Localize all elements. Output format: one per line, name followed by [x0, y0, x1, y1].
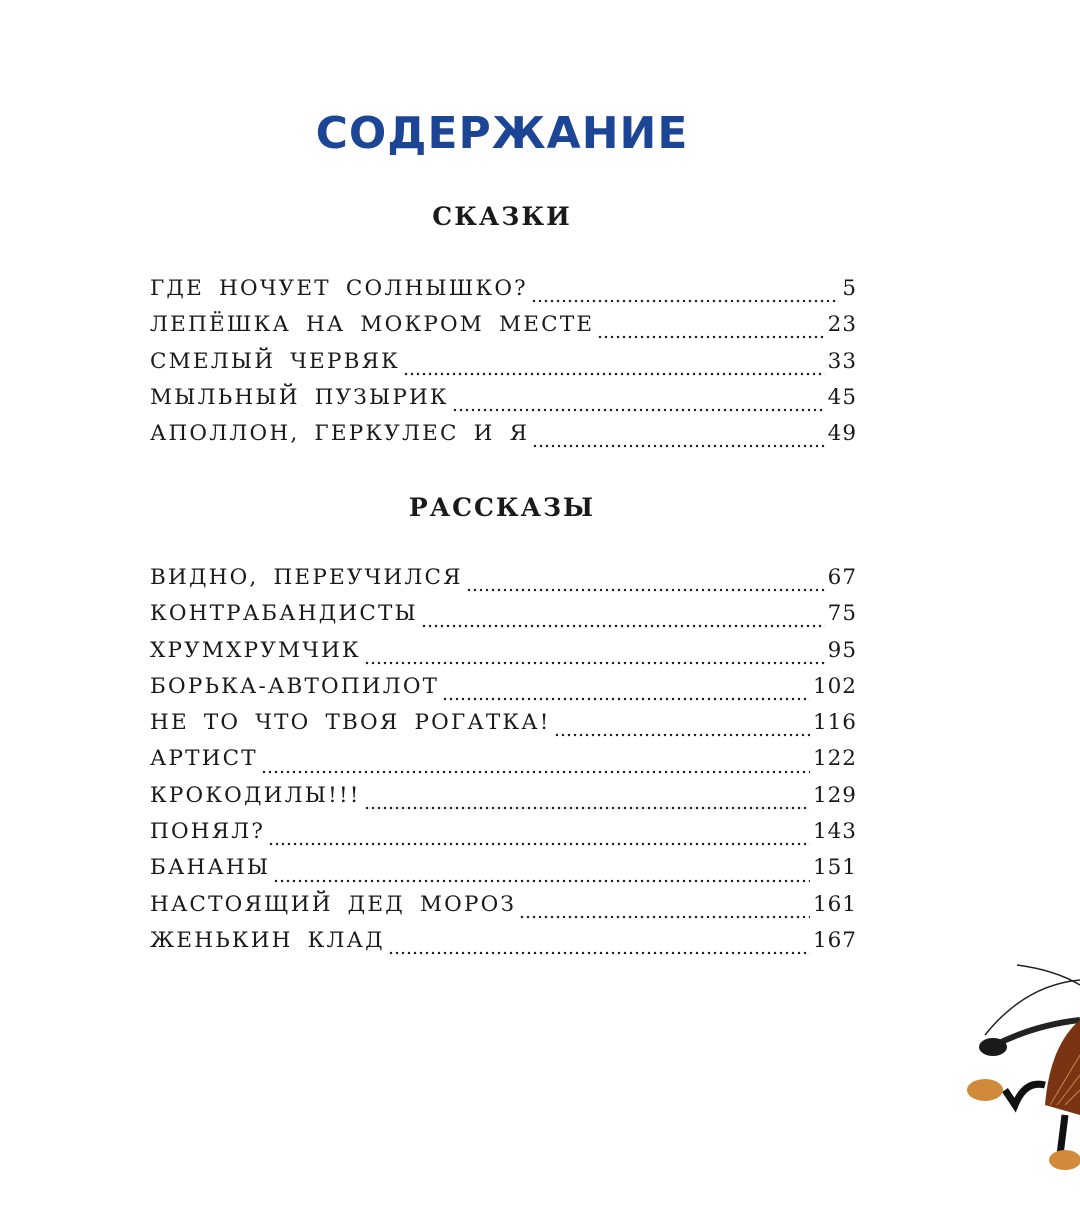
toc-entry-page: 143	[812, 819, 857, 845]
toc-entry-page: 95	[827, 637, 857, 663]
toc-entry	[150, 746, 857, 782]
toc-entry-page: 45	[827, 384, 857, 410]
toc-entry	[150, 674, 857, 710]
dot-leader	[261, 770, 810, 774]
toc-entry-page: 129	[812, 782, 857, 808]
toc-entry	[150, 276, 857, 312]
toc-entry-title: ЖЕНЬКИН КЛАД	[150, 927, 385, 953]
toc-entry-page: 116	[812, 710, 857, 736]
toc-entry-page: 23	[827, 312, 857, 338]
dot-leader	[554, 733, 810, 737]
dot-leader	[364, 806, 810, 810]
toc-entry	[150, 601, 857, 637]
dot-leader	[452, 408, 825, 412]
section-heading-rasskazy: РАССКАЗЫ	[408, 493, 596, 522]
toc-entry-page: 5	[842, 276, 857, 301]
dot-leader	[364, 661, 825, 665]
dot-leader	[403, 372, 825, 376]
toc-entry-page: 167	[812, 927, 857, 953]
toc-entry-title: КОНТРАБАНДИСТЫ	[150, 601, 418, 627]
dot-leader	[273, 879, 810, 883]
dot-leader	[442, 697, 810, 701]
toc-entry-title: НЕ ТО ЧТО ТВОЯ РОГАТКА!	[150, 710, 551, 736]
toc-entry-title: ПОНЯЛ?	[150, 819, 266, 845]
toc-entry-page: 67	[827, 565, 857, 590]
toc-entry	[150, 421, 857, 457]
toc-entry-page: 102	[812, 673, 857, 699]
toc-entry-page: 161	[812, 891, 857, 917]
toc-entry	[150, 819, 857, 855]
toc-entry-title: БАНАНЫ	[150, 855, 271, 881]
toc-list-rasskazy	[150, 565, 857, 964]
dot-leader	[466, 588, 825, 592]
toc-entry-page: 75	[827, 601, 857, 627]
toc-entry-title: ЛЕПЁШКА НА МОКРОМ МЕСТЕ	[150, 312, 595, 338]
toc-entry	[150, 928, 857, 964]
toc-entry	[150, 855, 857, 891]
toc-list-skazki	[150, 276, 857, 457]
dot-leader	[388, 951, 810, 955]
toc-entry-page: 151	[812, 855, 857, 881]
toc-entry-page: 122	[812, 746, 857, 772]
toc-entry	[150, 892, 857, 928]
toc-entry-title: ХРУМХРУМЧИК	[150, 637, 361, 663]
beetle-illustration	[945, 955, 1080, 1185]
toc-entry	[150, 783, 857, 819]
toc-entry	[150, 565, 857, 601]
toc-entry-title: БОРЬКА-АВТОПИЛОТ	[150, 673, 440, 699]
toc-entry-title: КРОКОДИЛЫ!!!	[150, 782, 361, 808]
dot-leader	[268, 842, 810, 846]
toc-entry	[150, 710, 857, 746]
toc-entry-title: АПОЛЛОН, ГЕРКУЛЕС И Я	[150, 421, 530, 447]
toc-entry-title: НАСТОЯЩИЙ ДЕД МОРОЗ	[150, 891, 517, 917]
page-title: СОДЕРЖАНИЕ	[315, 108, 689, 159]
toc-entry	[150, 312, 857, 348]
dot-leader	[532, 444, 824, 448]
toc-entry-title: СМЕЛЫЙ ЧЕРВЯК	[150, 348, 401, 374]
toc-entry-title: МЫЛЬНЫЙ ПУЗЫРИК	[150, 384, 449, 410]
toc-entry-title: ВИДНО, ПЕРЕУЧИЛСЯ	[150, 565, 463, 590]
section-heading-skazki: СКАЗКИ	[432, 202, 572, 231]
toc-entry	[150, 349, 857, 385]
toc-entry	[150, 638, 857, 674]
toc-entry-page: 33	[827, 348, 857, 374]
toc-entry-page: 49	[827, 421, 857, 447]
dot-leader	[597, 335, 824, 339]
dot-leader	[421, 624, 825, 628]
dot-leader	[531, 299, 839, 303]
toc-entry	[150, 385, 857, 421]
toc-entry-title: ГДЕ НОЧУЕТ СОЛНЫШКО?	[150, 276, 528, 301]
toc-entry-title: АРТИСТ	[150, 746, 258, 772]
dot-leader	[519, 915, 810, 919]
